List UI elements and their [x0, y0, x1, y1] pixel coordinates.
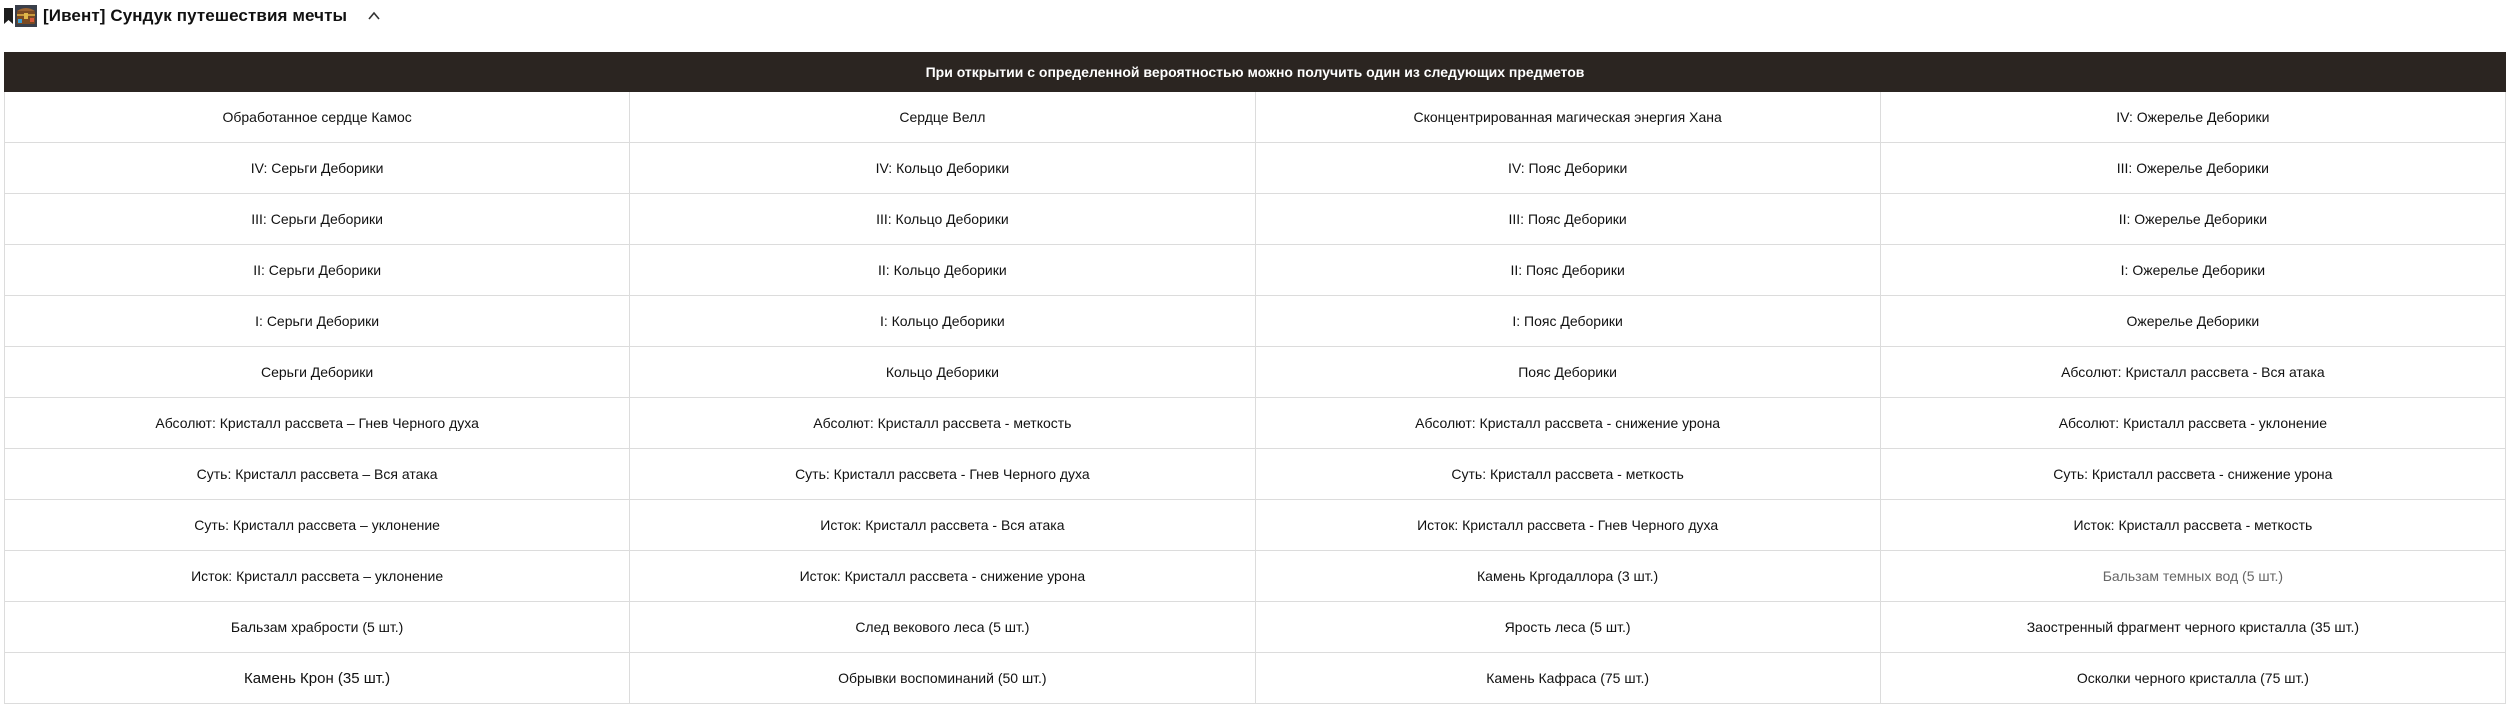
table-cell: Камень Кафраса (75 шт.) — [1255, 653, 1880, 704]
table-cell: Исток: Кристалл рассвета - снижение урона — [630, 551, 1255, 602]
table-row — [5, 602, 2506, 653]
table-cell: Сконцентрированная магическая энергия Хана — [1255, 92, 1880, 143]
table-row — [5, 296, 2506, 347]
treasure-chest-icon — [15, 5, 37, 27]
table-cell: I: Ожерелье Деборики — [1880, 245, 2505, 296]
table-row — [5, 398, 2506, 449]
table-cell: II: Серьги Деборики — [5, 245, 630, 296]
table-cell: Ожерелье Деборики — [1880, 296, 2505, 347]
rewards-table-banner: При открытии с определенной вероятностью можно получить один из следующих предметов — [5, 53, 2506, 92]
table-cell: Суть: Кристалл рассвета - Гнев Черного духа — [630, 449, 1255, 500]
rewards-table-container — [4, 52, 2506, 704]
table-cell: Ярость леса (5 шт.) — [1255, 602, 1880, 653]
table-cell: Абсолют: Кристалл рассвета - меткость — [630, 398, 1255, 449]
table-cell: Суть: Кристалл рассвета – уклонение — [5, 500, 630, 551]
table-cell: Бальзам темных вод (5 шт.) — [1880, 551, 2505, 602]
table-cell: Серьги Деборики — [5, 347, 630, 398]
table-row — [5, 347, 2506, 398]
item-header — [0, 0, 381, 32]
table-cell: Бальзам храбрости (5 шт.) — [5, 602, 630, 653]
item-title: [Ивент] Сундук путешествия мечты — [43, 6, 348, 25]
table-cell: III: Кольцо Деборики — [630, 194, 1255, 245]
table-cell: Суть: Кристалл рассвета - снижение урона — [1880, 449, 2505, 500]
table-cell: Исток: Кристалл рассвета – уклонение — [5, 551, 630, 602]
table-cell: Исток: Кристалл рассвета - меткость — [1880, 500, 2505, 551]
table-cell: След векового леса (5 шт.) — [630, 602, 1255, 653]
table-cell: IV: Пояс Деборики — [1255, 143, 1880, 194]
table-cell: Обработанное сердце Камос — [5, 92, 630, 143]
table-cell: Обрывки воспоминаний (50 шт.) — [630, 653, 1255, 704]
table-cell: III: Серьги Деборики — [5, 194, 630, 245]
table-cell: Камень Кргодаллора (3 шт.) — [1255, 551, 1880, 602]
table-cell: Исток: Кристалл рассвета - Вся атака — [630, 500, 1255, 551]
table-row — [5, 500, 2506, 551]
rewards-table — [4, 52, 2506, 704]
table-cell: IV: Кольцо Деборики — [630, 143, 1255, 194]
table-cell: Абсолют: Кристалл рассвета – Гнев Черного духа — [5, 398, 630, 449]
bookmark-icon — [4, 8, 13, 24]
table-cell: IV: Ожерелье Деборики — [1880, 92, 2505, 143]
table-cell: IV: Серьги Деборики — [5, 143, 630, 194]
table-cell: Суть: Кристалл рассвета - меткость — [1255, 449, 1880, 500]
rewards-table-body — [5, 92, 2506, 704]
table-row — [5, 653, 2506, 704]
table-cell: II: Ожерелье Деборики — [1880, 194, 2505, 245]
table-cell: II: Пояс Деборики — [1255, 245, 1880, 296]
chevron-up-icon[interactable] — [367, 9, 381, 23]
table-cell: Исток: Кристалл рассвета - Гнев Черного духа — [1255, 500, 1880, 551]
table-cell: Осколки черного кристалла (75 шт.) — [1880, 653, 2505, 704]
table-cell: III: Ожерелье Деборики — [1880, 143, 2505, 194]
table-cell: Абсолют: Кристалл рассвета - Вся атака — [1880, 347, 2505, 398]
table-row — [5, 92, 2506, 143]
table-row — [5, 245, 2506, 296]
table-cell: Кольцо Деборики — [630, 347, 1255, 398]
table-cell: I: Серьги Деборики — [5, 296, 630, 347]
table-cell: Заостренный фрагмент черного кристалла (35 шт.) — [1880, 602, 2505, 653]
table-row — [5, 194, 2506, 245]
table-cell: I: Кольцо Деборики — [630, 296, 1255, 347]
table-row — [5, 449, 2506, 500]
table-cell: III: Пояс Деборики — [1255, 194, 1880, 245]
table-cell: II: Кольцо Деборики — [630, 245, 1255, 296]
table-row — [5, 143, 2506, 194]
table-cell: I: Пояс Деборики — [1255, 296, 1880, 347]
table-cell: Сердце Велл — [630, 92, 1255, 143]
table-cell: Абсолют: Кристалл рассвета - уклонение — [1880, 398, 2505, 449]
table-row — [5, 551, 2506, 602]
table-cell: Абсолют: Кристалл рассвета - снижение урона — [1255, 398, 1880, 449]
table-cell: Суть: Кристалл рассвета – Вся атака — [5, 449, 630, 500]
table-cell: Камень Крон (35 шт.) — [5, 653, 630, 704]
table-cell: Пояс Деборики — [1255, 347, 1880, 398]
